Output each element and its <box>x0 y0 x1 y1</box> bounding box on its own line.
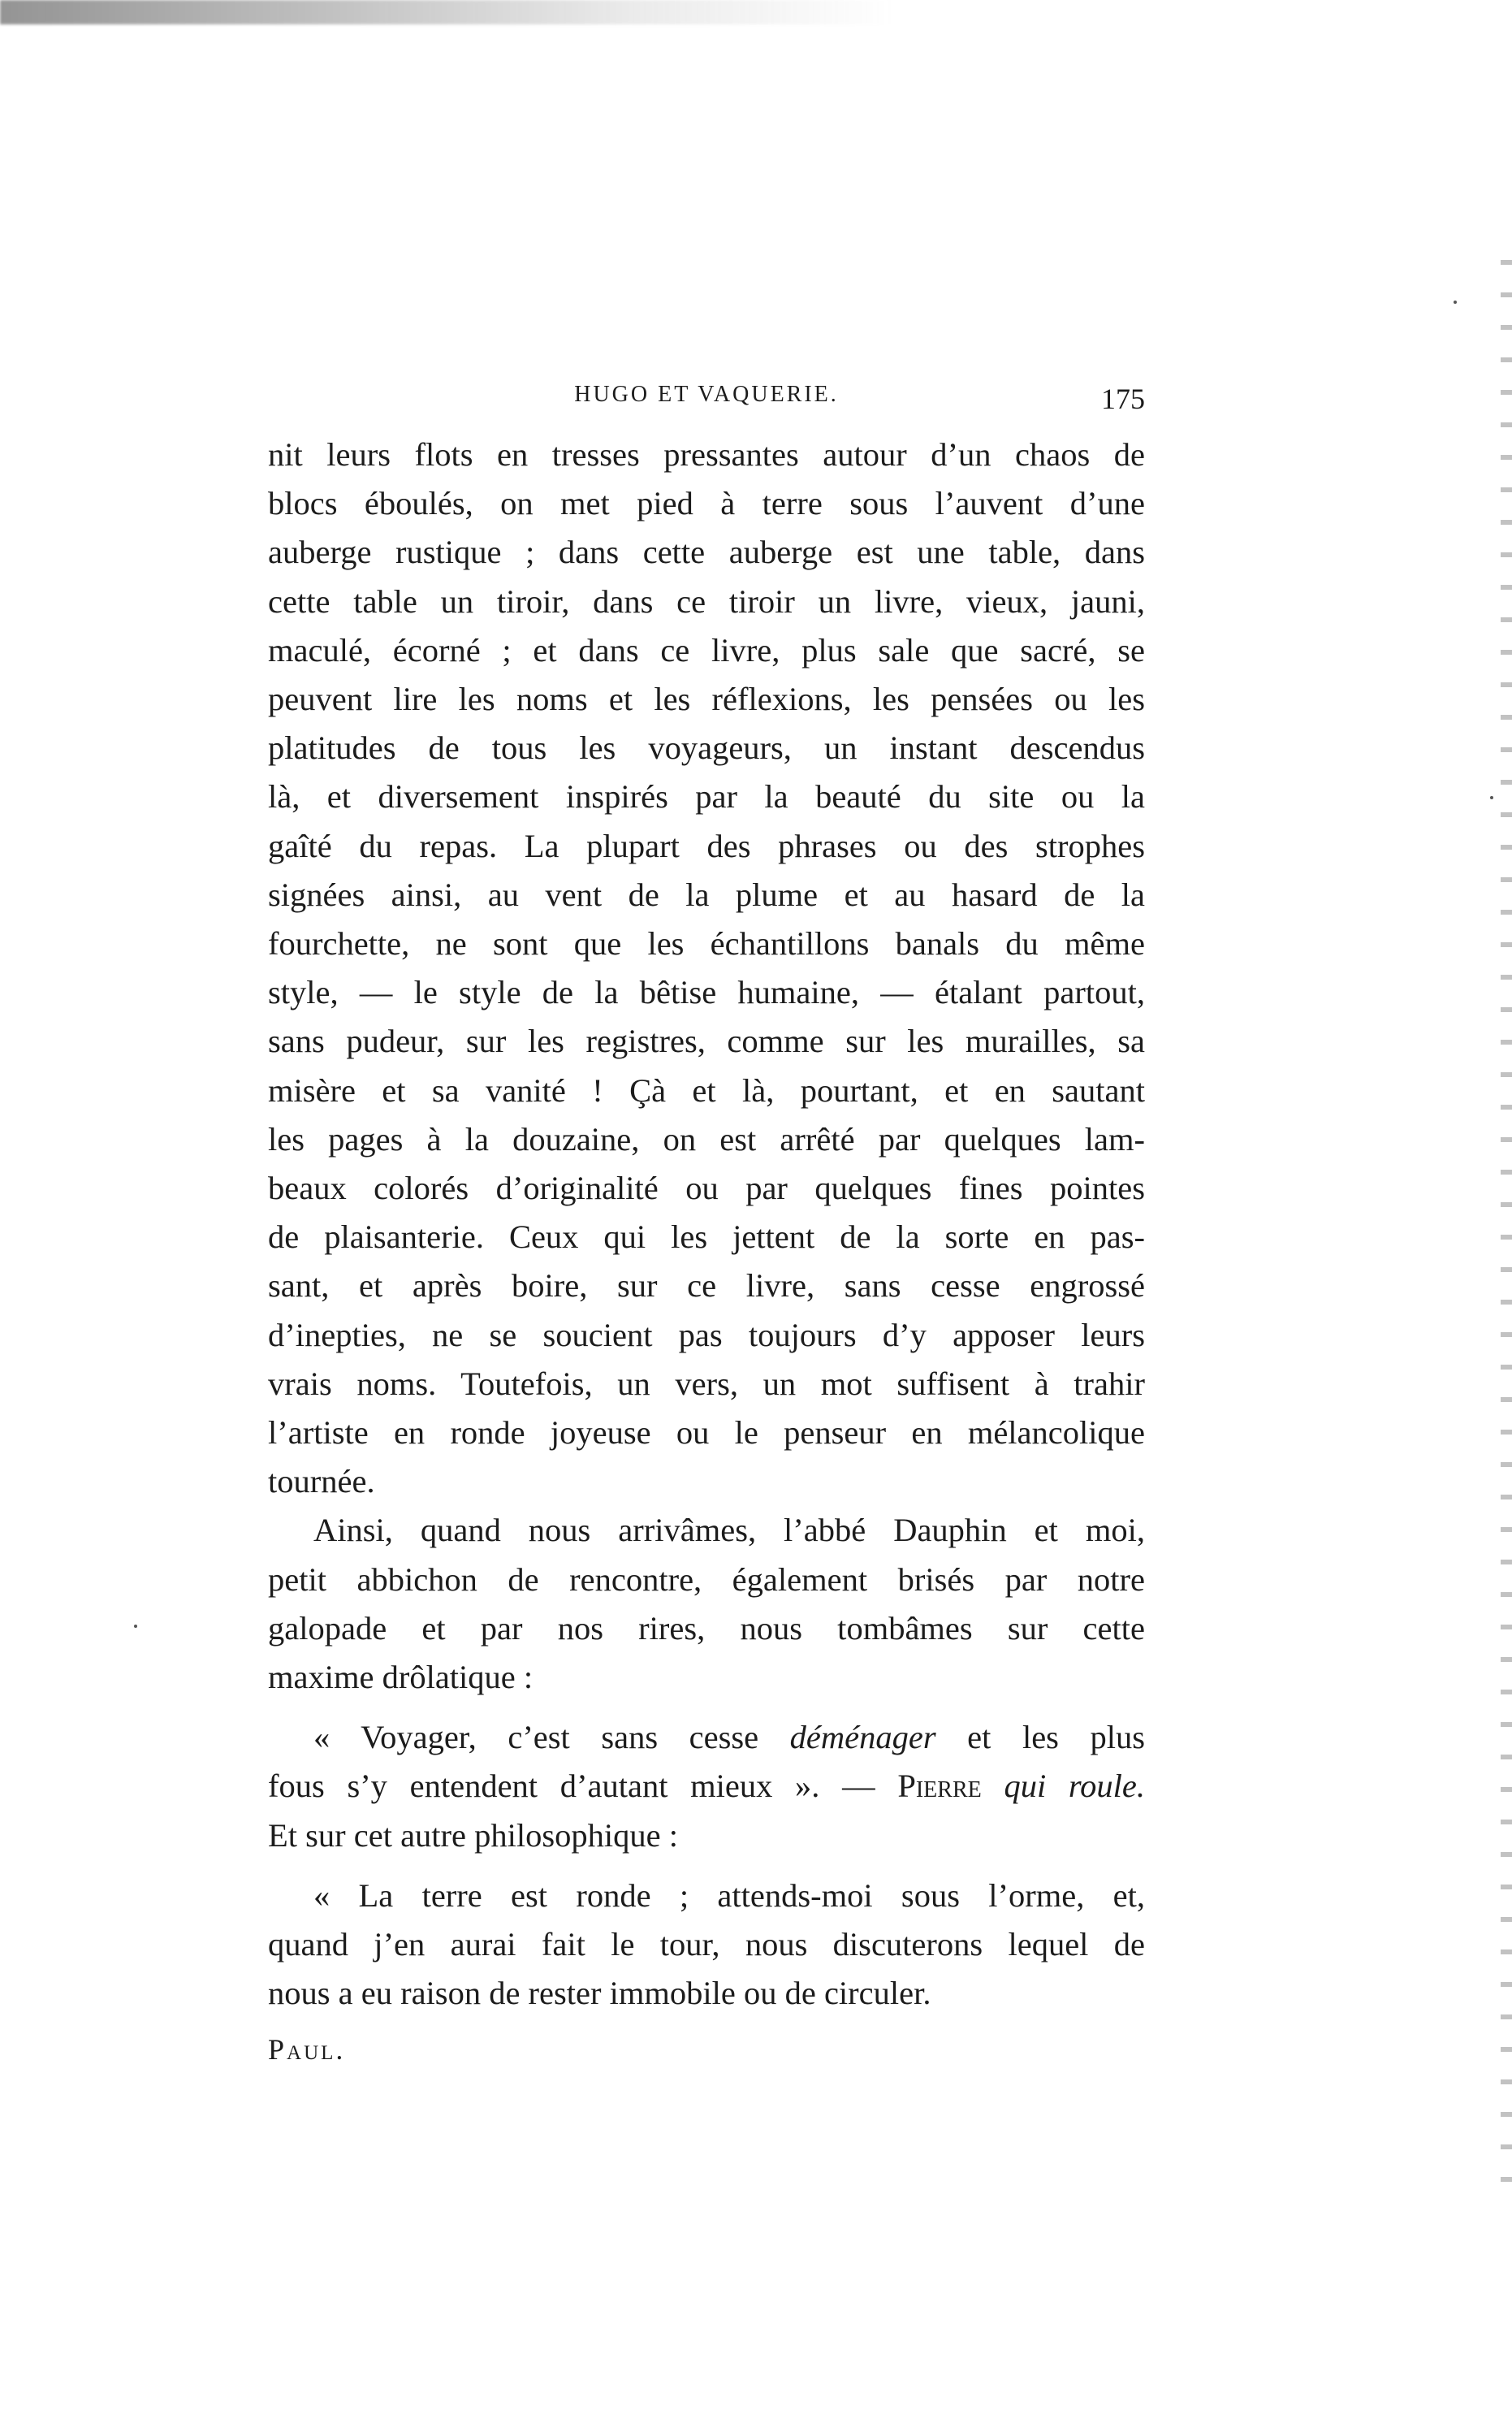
text-line: maculé, écorné ; et dans ce livre, plus sale que sacré, se <box>268 631 1145 669</box>
text-line: misère et sa vanité ! Çà et là, pourtant, et en sautant <box>268 1071 1145 1109</box>
text-line: quand j’en aurai fait le tour, nous discuterons lequel de <box>268 1926 1145 1963</box>
signature-text: Paul. <box>268 2032 346 2066</box>
text-line: l’artiste en ronde joyeuse ou le penseur en mélancolique <box>268 1414 1145 1452</box>
running-head <box>268 382 1145 431</box>
quote-text: fous s’y entendent d’autant mieux ». — <box>268 1768 898 1805</box>
text-line: tournée. <box>268 1463 375 1500</box>
text-line: d’inepties, ne se soucient pas toujours d’y apposer leurs <box>268 1316 1145 1353</box>
text-line: nit leurs flots en tresses pressantes autour d’un chaos de <box>268 436 1145 473</box>
text-line: fourchette, ne sont que les échantillons banals du même <box>268 925 1145 963</box>
book-page <box>268 382 1145 2074</box>
quote-author-italic: qui roule. <box>1004 1768 1145 1805</box>
text-line: peuvent lire les noms et les réflexions, les pensées ou les <box>268 681 1145 718</box>
text-line: là, et diversement inspirés par la beauté du site ou la <box>268 778 1145 816</box>
paragraph-1 <box>268 431 1145 1506</box>
paragraph-2 <box>268 1506 1145 1702</box>
text-line: sans pudeur, sur les registres, comme sur les murailles, sa <box>268 1023 1145 1060</box>
text-line: Et sur cet autre philosophique : <box>268 1816 679 1854</box>
text-line: cette table un tiroir, dans ce tiroir un livre, vieux, jauni, <box>268 582 1145 620</box>
text-line: maxime drôlatique : <box>268 1659 534 1696</box>
text-line: Ainsi, quand nous arrivâmes, l’abbé Dauphin et moi, <box>313 1512 1145 1549</box>
text-line: les pages à la douzaine, on est arrêté par quelques lam- <box>268 1120 1145 1158</box>
scan-edge-artifact <box>0 0 893 24</box>
text-line: vrais noms. Toutefois, un vers, un mot suffisent à trahir <box>268 1365 1145 1402</box>
text-line: platitudes de tous les voyageurs, un instant descendus <box>268 729 1145 767</box>
text-line: nous a eu raison de rester immobile ou de circuler. <box>268 1975 931 2012</box>
quote-text: et les plus <box>967 1719 1146 1756</box>
quote-italic: déménager <box>789 1719 936 1756</box>
text-line: blocs éboulés, on met pied à terre sous l’auvent d’une <box>268 485 1145 522</box>
text-line: beaux colorés d’originalité ou par quelques fines pointes <box>268 1170 1145 1207</box>
text-line: gaîté du repas. La plupart des phrases ou des strophes <box>268 827 1145 864</box>
text-line: style, — le style de la bêtise humaine, — étalant partout, <box>268 974 1145 1011</box>
page-number: 175 <box>1101 383 1145 415</box>
signature <box>268 2025 1145 2074</box>
text-line <box>268 1713 1145 1762</box>
text-line: « La terre est ronde ; attends-moi sous l’orme, et, <box>313 1876 1145 1914</box>
quote-author: Pierre <box>897 1768 982 1805</box>
text-line: de plaisanterie. Ceux qui les jettent de la sorte en pas- <box>268 1218 1145 1256</box>
text-line: sant, et après boire, sur ce livre, sans cesse engrossé <box>268 1267 1145 1305</box>
scan-speck <box>1490 796 1493 799</box>
quote-text: « Voyager, c’est sans cesse <box>313 1719 759 1756</box>
text-line: petit abbichon de rencontre, également brisés par notre <box>268 1560 1145 1598</box>
paragraph-3 <box>268 1713 1145 1860</box>
scan-speck <box>1454 301 1457 304</box>
paragraph-4 <box>268 1872 1145 2019</box>
text-line: signées ainsi, au vent de la plume et au hasard de la <box>268 876 1145 913</box>
body-text <box>268 431 1145 2074</box>
text-line <box>268 1762 1145 1811</box>
text-line: galopade et par nos rires, nous tombâmes sur cette <box>268 1609 1145 1647</box>
scan-margin-artifact <box>1501 260 1512 2209</box>
text-line: auberge rustique ; dans cette auberge est une table, dans <box>268 534 1145 571</box>
scan-speck <box>134 1625 137 1628</box>
running-head-title: HUGO ET VAQUERIE. <box>574 382 839 407</box>
